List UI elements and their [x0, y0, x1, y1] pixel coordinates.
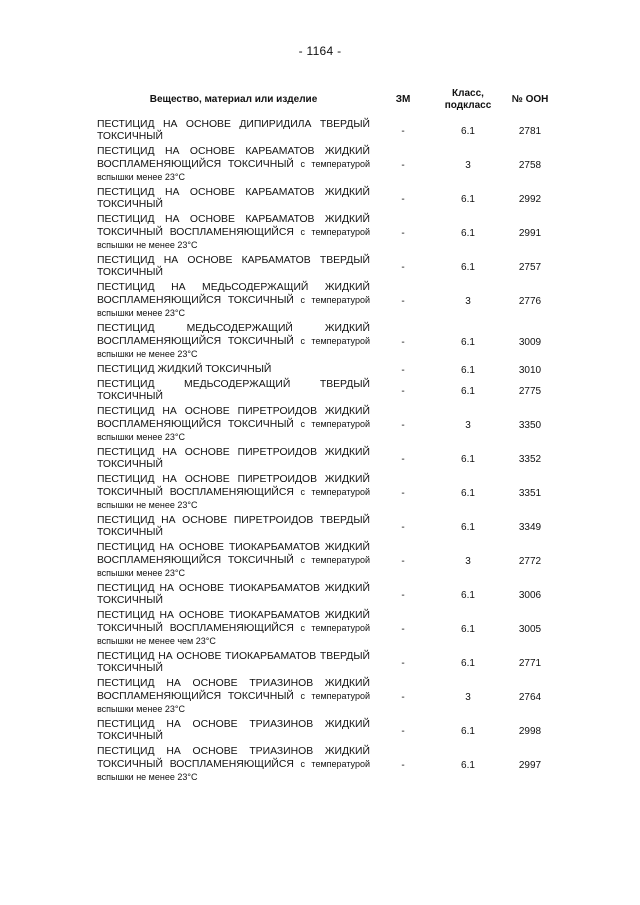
substance-name-cell [97, 405, 370, 446]
zm-cell: - [401, 624, 405, 635]
table-row [97, 213, 560, 254]
table-row [97, 446, 560, 473]
class-cell: 6.1 [461, 624, 475, 635]
substance-name-cell [97, 322, 370, 363]
substance-name-cell [97, 446, 370, 473]
substance-name-cell [97, 186, 370, 213]
table-row [97, 677, 560, 718]
table-row [97, 473, 560, 514]
class-cell: 3 [465, 296, 471, 307]
substance-name-cell [97, 363, 370, 378]
class-cell: 6.1 [461, 760, 475, 771]
un-number-cell: 3352 [518, 454, 542, 465]
class-cell: 3 [465, 420, 471, 431]
un-number-cell: 3351 [518, 488, 542, 499]
substance-condition: с температурой вспышки не менее 23°С [97, 759, 370, 782]
class-cell: 6.1 [461, 488, 475, 499]
zm-cell: - [401, 262, 405, 273]
zm-cell: - [401, 296, 405, 307]
un-number-cell: 2997 [518, 760, 542, 771]
class-cell: 6.1 [461, 365, 475, 376]
substance-name-cell [97, 254, 370, 281]
table-row [97, 609, 560, 650]
substance-condition: с температурой вспышки не менее чем 23°С [97, 623, 370, 646]
un-number-cell: 2998 [518, 726, 542, 737]
substance-name: ПЕСТИЦИД НА МЕДЬСОДЕРЖАЩИЙ ЖИДКИЙ ВОСПЛАМЕНЯЮЩИЙСЯ ТОКСИЧНЫЙ [97, 282, 370, 306]
zm-cell: - [401, 160, 405, 171]
substance-name: ПЕСТИЦИД НА ОСНОВЕ ПИРЕТРОИДОВ ЖИДКИЙ ВОСПЛАМЕНЯЮЩИЙСЯ ТОКСИЧНЫЙ [97, 406, 370, 430]
class-cell: 6.1 [461, 262, 475, 273]
substances-table [97, 86, 560, 786]
substance-condition: с температурой вспышки не менее 23°С [97, 487, 370, 510]
class-cell: 6.1 [461, 522, 475, 533]
substance-name: ПЕСТИЦИД МЕДЬСОДЕРЖАЩИЙ ТВЕРДЫЙ ТОКСИЧНЫЙ [97, 379, 370, 402]
substance-name-cell [97, 281, 370, 322]
table-row [97, 322, 560, 363]
substance-name: ПЕСТИЦИД НА ОСНОВЕ ТИОКАРБАМАТОВ ЖИДКИЙ ТОКСИЧНЫЙ [97, 583, 370, 606]
table-row [97, 650, 560, 677]
substance-name-cell [97, 514, 370, 541]
substance-condition: с температурой вспышки не менее 23°С [97, 227, 370, 250]
zm-cell: - [401, 337, 405, 348]
zm-cell: - [401, 386, 405, 397]
substance-name-cell [97, 677, 370, 718]
zm-cell: - [401, 454, 405, 465]
class-cell: 6.1 [461, 126, 475, 137]
substance-name-cell [97, 145, 370, 186]
substance-name-cell [97, 609, 370, 650]
zm-cell: - [401, 658, 405, 669]
substance-name: ПЕСТИЦИД НА ОСНОВЕ ТИОКАРБАМАТОВ ТВЕРДЫЙ ТОКСИЧНЫЙ [97, 651, 370, 674]
page-number: - 1164 - [298, 44, 342, 58]
class-cell: 6.1 [461, 194, 475, 205]
un-number-cell: 3006 [518, 590, 542, 601]
substance-name-cell [97, 582, 370, 609]
zm-cell: - [401, 126, 405, 137]
un-number-cell: 2758 [518, 160, 542, 171]
substance-name: ПЕСТИЦИД НА ОСНОВЕ ТРИАЗИНОВ ЖИДКИЙ ТОКСИЧНЫЙ ВОСПЛАМЕНЯЮЩИЙСЯ [97, 746, 370, 770]
substance-name: ПЕСТИЦИД НА ОСНОВЕ ПИРЕТРОИДОВ ЖИДКИЙ ТОКСИЧНЫЙ [97, 447, 370, 470]
un-number-cell: 3005 [518, 624, 542, 635]
class-cell: 6.1 [461, 454, 475, 465]
substance-name: ПЕСТИЦИД МЕДЬСОДЕРЖАЩИЙ ЖИДКИЙ ВОСПЛАМЕНЯЮЩИЙСЯ ТОКСИЧНЫЙ [97, 323, 370, 347]
table-row [97, 281, 560, 322]
substance-name: ПЕСТИЦИД НА ОСНОВЕ КАРБАМАТОВ ЖИДКИЙ ВОСПЛАМЕНЯЮЩИЙСЯ ТОКСИЧНЫЙ [97, 146, 370, 170]
zm-cell: - [401, 488, 405, 499]
table-row [97, 254, 560, 281]
table-row [97, 378, 560, 405]
class-cell: 6.1 [461, 590, 475, 601]
class-cell: 3 [465, 160, 471, 171]
un-number-cell: 3009 [518, 337, 542, 348]
substance-name-cell [97, 718, 370, 745]
zm-cell: - [401, 365, 405, 376]
class-cell: 3 [465, 556, 471, 567]
header-class-label: Класс, подкласс [444, 88, 492, 111]
un-number-cell: 3349 [518, 522, 542, 533]
zm-cell: - [401, 420, 405, 431]
substance-name-cell [97, 473, 370, 514]
table-row [97, 145, 560, 186]
table-row [97, 745, 560, 786]
table-row [97, 363, 560, 378]
zm-cell: - [401, 726, 405, 737]
substance-name-cell [97, 118, 370, 145]
substance-name: ПЕСТИЦИД НА ОСНОВЕ ТИОКАРБАМАТОВ ЖИДКИЙ ВОСПЛАМЕНЯЮЩИЙСЯ ТОКСИЧНЫЙ [97, 542, 370, 566]
zm-cell: - [401, 590, 405, 601]
substance-name-cell [97, 378, 370, 405]
substance-name: ПЕСТИЦИД НА ОСНОВЕ ДИПИРИДИЛА ТВЕРДЫЙ ТОКСИЧНЫЙ [97, 119, 370, 142]
zm-cell: - [401, 522, 405, 533]
table-row [97, 541, 560, 582]
zm-cell: - [401, 692, 405, 703]
substance-name: ПЕСТИЦИД НА ОСНОВЕ ПИРЕТРОИДОВ ТВЕРДЫЙ ТОКСИЧНЫЙ [97, 515, 370, 538]
table-row [97, 405, 560, 446]
substance-name: ПЕСТИЦИД НА ОСНОВЕ ПИРЕТРОИДОВ ЖИДКИЙ ТОКСИЧНЫЙ ВОСПЛАМЕНЯЮЩИЙСЯ [97, 474, 370, 498]
substance-condition: с температурой вспышки менее 23°С [97, 555, 370, 578]
un-number-cell: 2992 [518, 194, 542, 205]
table-header-row [97, 86, 560, 118]
un-number-cell: 2764 [518, 692, 542, 703]
substance-condition: с температурой вспышки менее 23°С [97, 159, 370, 182]
table-row [97, 718, 560, 745]
class-cell: 6.1 [461, 658, 475, 669]
un-number-cell: 2775 [518, 386, 542, 397]
substance-name-cell [97, 213, 370, 254]
header-substance: Вещество, материал или изделие [149, 94, 318, 105]
class-cell: 6.1 [461, 337, 475, 348]
un-number-cell: 2771 [518, 658, 542, 669]
substance-name: ПЕСТИЦИД НА ОСНОВЕ КАРБАМАТОВ ЖИДКИЙ ТОКСИЧНЫЙ [97, 187, 370, 210]
substance-name-cell [97, 650, 370, 677]
substance-name: ПЕСТИЦИД НА ОСНОВЕ ТРИАЗИНОВ ЖИДКИЙ ТОКСИЧНЫЙ [97, 719, 370, 742]
un-number-cell: 2991 [518, 228, 542, 239]
class-cell: 6.1 [461, 726, 475, 737]
substance-condition: с температурой вспышки менее 23°С [97, 691, 370, 714]
substance-condition: с температурой вспышки менее 23°С [97, 295, 370, 318]
substance-name: ПЕСТИЦИД НА ОСНОВЕ КАРБАМАТОВ ТВЕРДЫЙ ТОКСИЧНЫЙ [97, 255, 370, 278]
substance-name: ПЕСТИЦИД НА ОСНОВЕ КАРБАМАТОВ ЖИДКИЙ ТОКСИЧНЫЙ ВОСПЛАМЕНЯЮЩИЙСЯ [97, 214, 370, 238]
substance-name-cell [97, 541, 370, 582]
substance-name: ПЕСТИЦИД НА ОСНОВЕ ТИОКАРБАМАТОВ ЖИДКИЙ ТОКСИЧНЫЙ ВОСПЛАМЕНЯЮЩИЙСЯ [97, 610, 370, 634]
substance-name: ПЕСТИЦИД ЖИДКИЙ ТОКСИЧНЫЙ [97, 364, 272, 375]
table-row [97, 118, 560, 145]
substance-condition: с температурой вспышки не менее 23°С [97, 336, 370, 359]
un-number-cell: 2757 [518, 262, 542, 273]
zm-cell: - [401, 228, 405, 239]
un-number-cell: 2776 [518, 296, 542, 307]
table-row [97, 186, 560, 213]
header-zm: ЗМ [395, 94, 411, 105]
un-number-cell: 2772 [518, 556, 542, 567]
class-cell: 6.1 [461, 386, 475, 397]
header-class [436, 86, 500, 118]
un-number-cell: 3350 [518, 420, 542, 431]
substance-name: ПЕСТИЦИД НА ОСНОВЕ ТРИАЗИНОВ ЖИДКИЙ ВОСПЛАМЕНЯЮЩИЙСЯ ТОКСИЧНЫЙ [97, 678, 370, 702]
class-cell: 3 [465, 692, 471, 703]
table-body [97, 118, 560, 786]
zm-cell: - [401, 556, 405, 567]
substance-condition: с температурой вспышки менее 23°С [97, 419, 370, 442]
zm-cell: - [401, 760, 405, 771]
table-row [97, 514, 560, 541]
class-cell: 6.1 [461, 228, 475, 239]
un-number-cell: 3010 [518, 365, 542, 376]
substance-name-cell [97, 745, 370, 786]
table-row [97, 582, 560, 609]
header-un-number: № ООН [511, 94, 549, 105]
zm-cell: - [401, 194, 405, 205]
un-number-cell: 2781 [518, 126, 542, 137]
